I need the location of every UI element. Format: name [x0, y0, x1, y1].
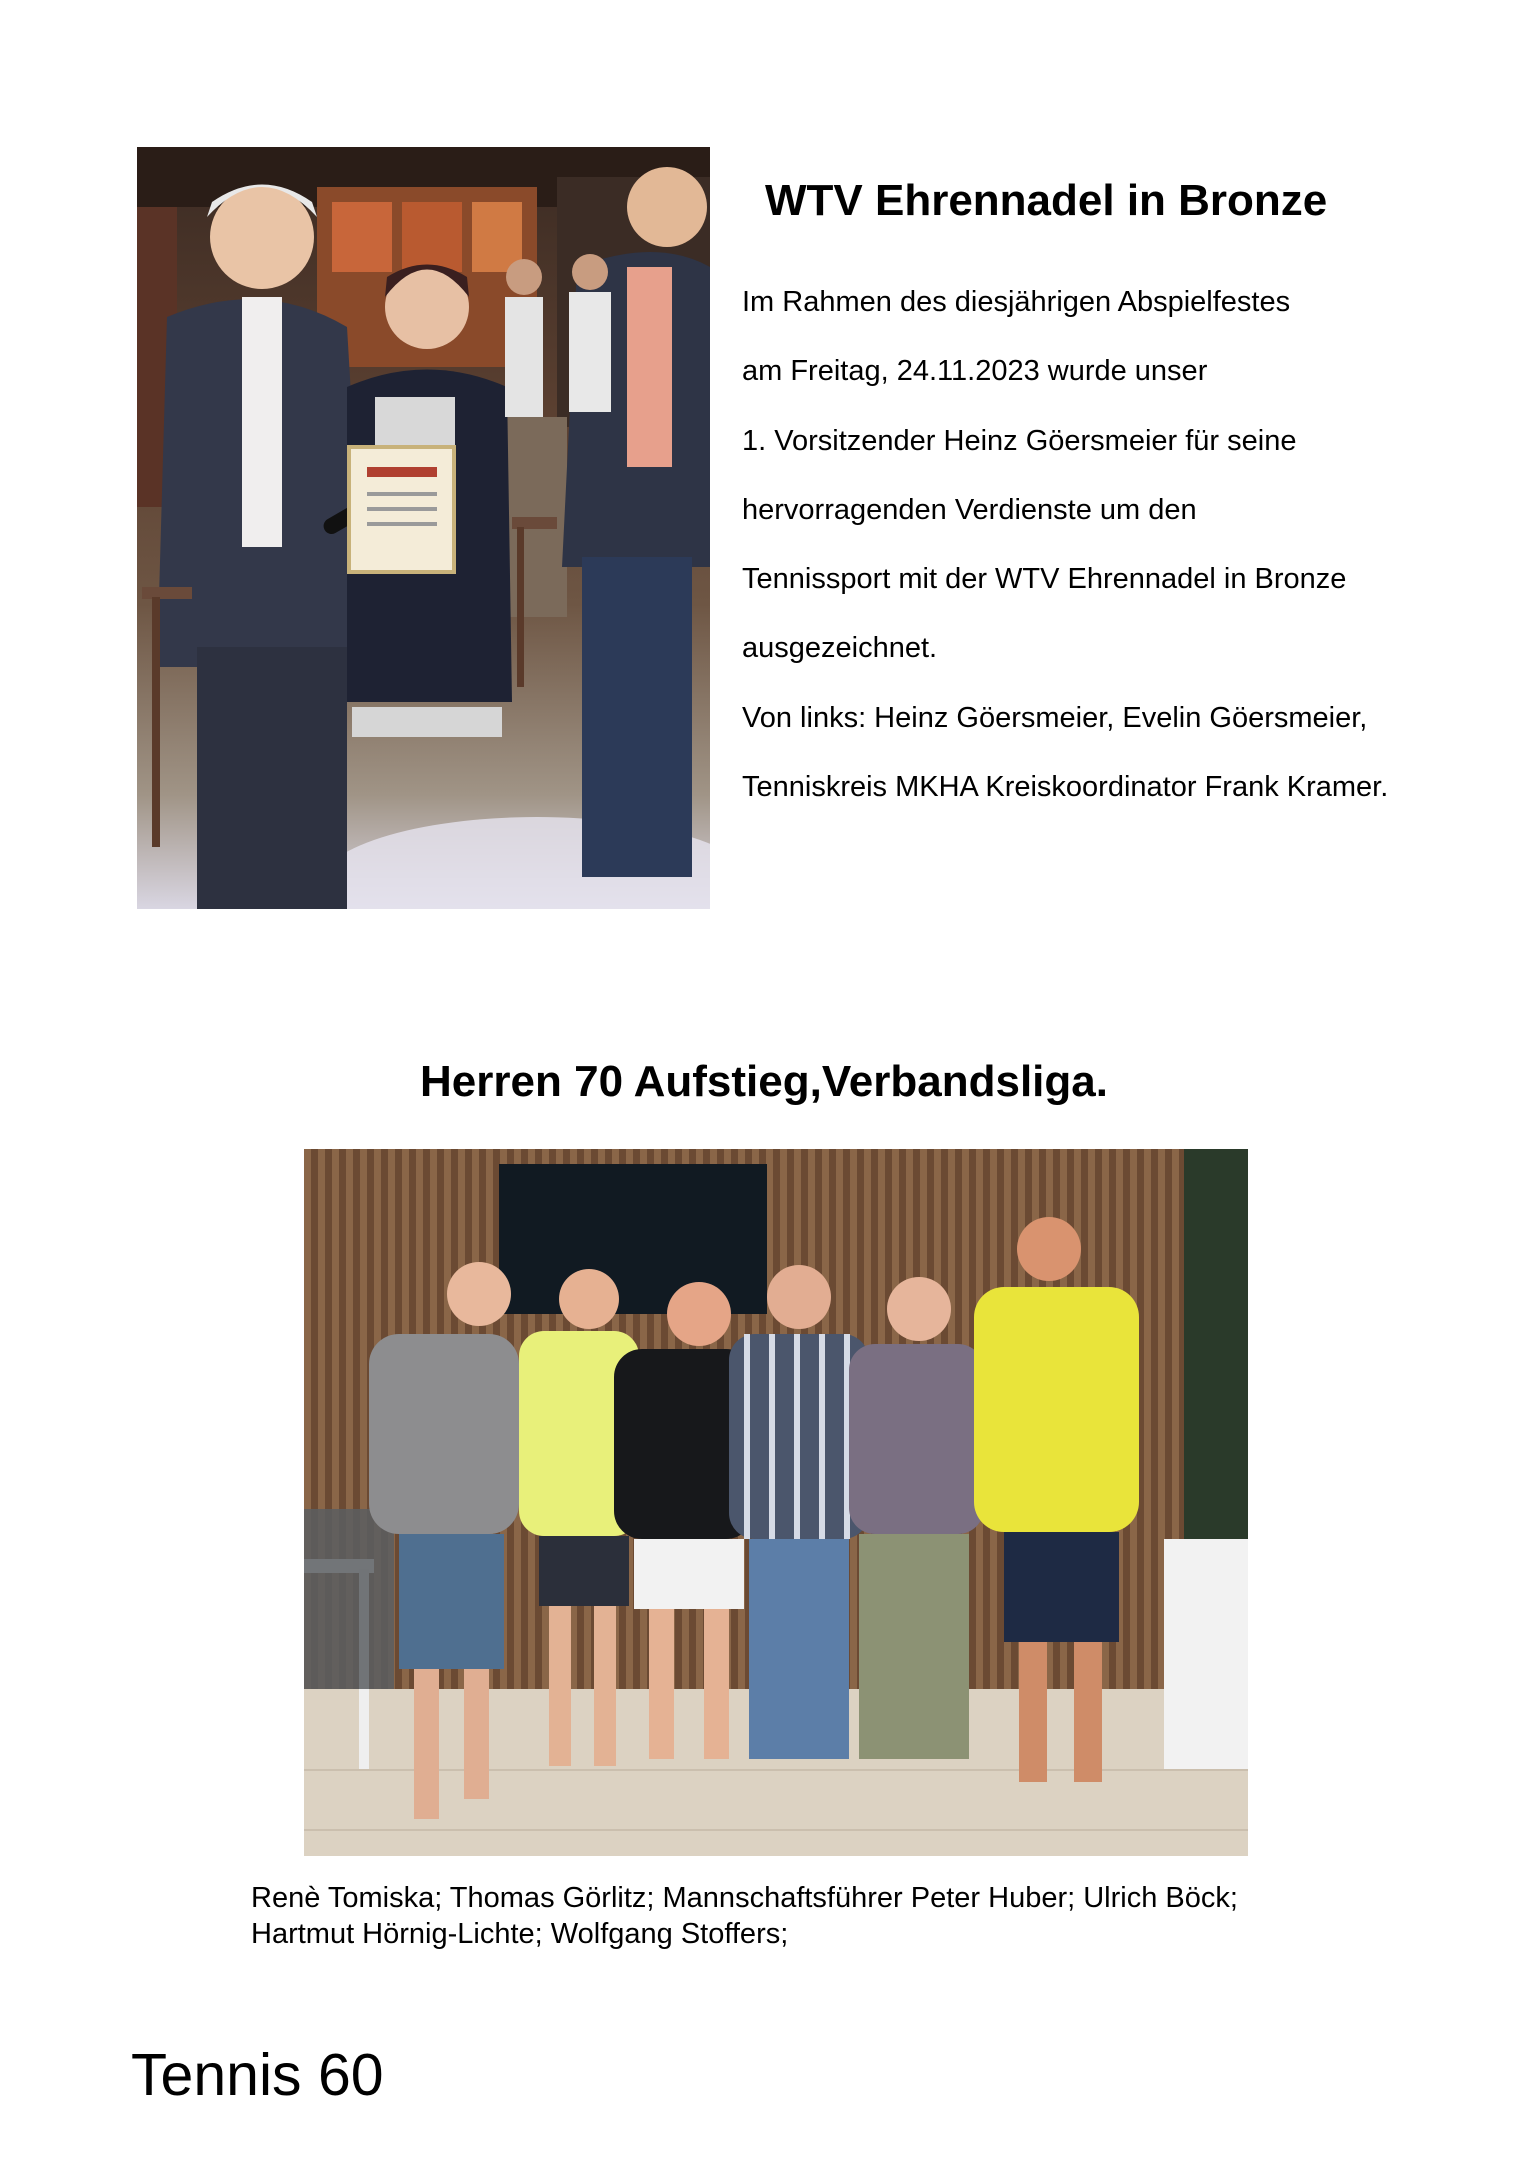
award-body-line: Im Rahmen des diesjährigen Abspielfestes — [742, 286, 1291, 318]
award-body-line: hervorragenden Verdienste um den — [742, 493, 1197, 526]
award-photo — [137, 147, 710, 909]
team-photo — [304, 1149, 1248, 1856]
award-body — [742, 268, 1462, 822]
award-body-line: Tenniskreis MKHA Kreiskoordinator Frank Kramer. — [742, 771, 1389, 804]
award-body-line: am Freitag, 24.11.2023 wurde unser — [742, 355, 1208, 388]
award-body-line: Von links: Heinz Göersmeier, Evelin Göersmeier, — [742, 701, 1368, 734]
award-body-line: ausgezeichnet. — [742, 632, 938, 665]
award-title: WTV Ehrennadel in Bronze — [765, 176, 1328, 225]
team-title: Herren 70 Aufstieg,Verbandsliga. — [420, 1057, 1108, 1106]
team-caption-line: Hartmut Hörnig-Lichte; Wolfgang Stoffers; — [251, 1918, 789, 1950]
award-body-line: Tennissport mit der WTV Ehrennadel in Bronze — [742, 563, 1347, 596]
team-caption-line: Renè Tomiska; Thomas Görlitz; Mannschaftsführer Peter Huber; Ulrich Böck; — [251, 1882, 1238, 1914]
award-body-line: 1. Vorsitzender Heinz Göersmeier für seine — [742, 424, 1297, 457]
team-caption — [251, 1880, 1401, 1952]
footer-label: Tennis 60 — [131, 2042, 384, 2108]
